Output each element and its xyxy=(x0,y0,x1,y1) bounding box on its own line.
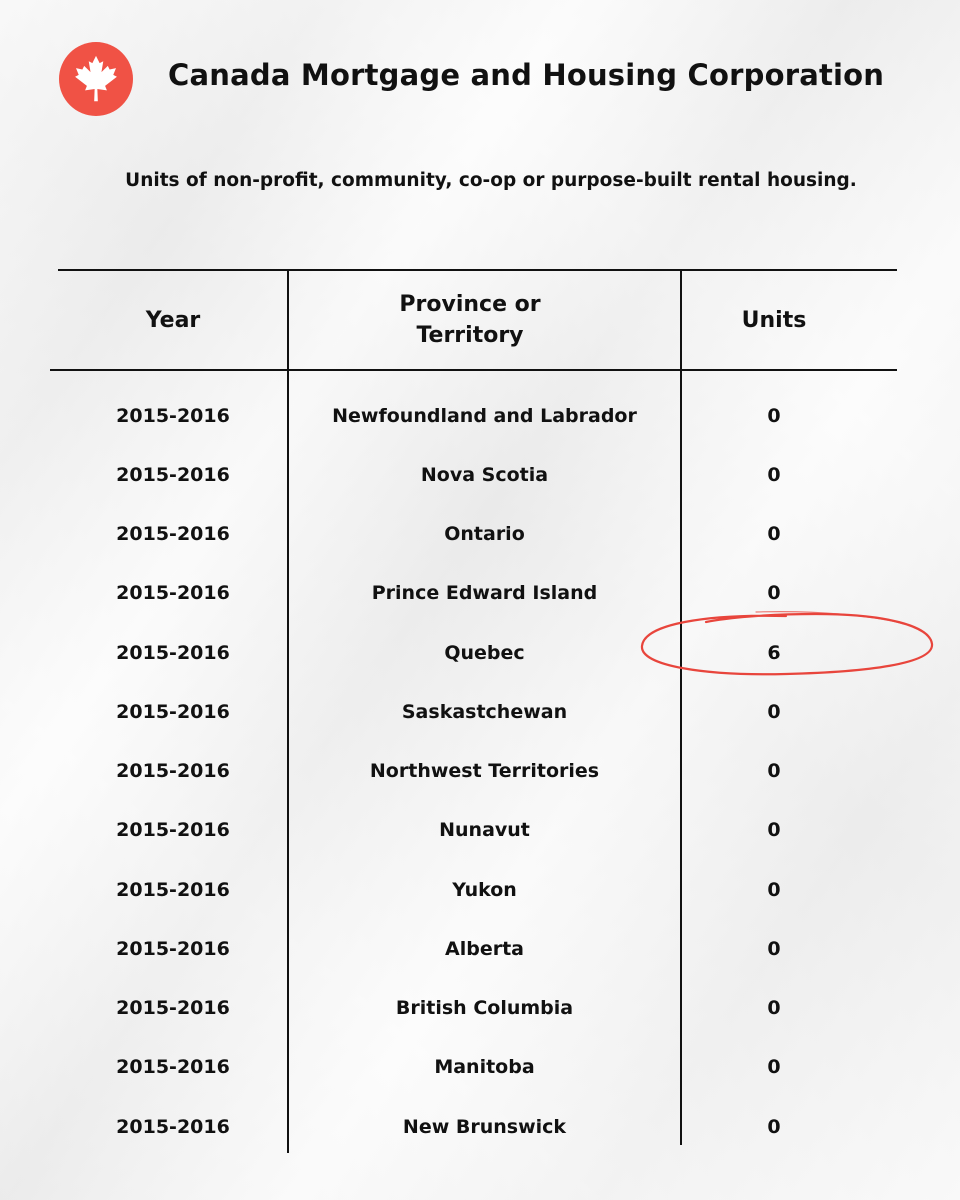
cell-province: Manitoba xyxy=(434,1056,535,1079)
cell-year: 2015-2016 xyxy=(116,937,230,960)
table-row xyxy=(0,1038,960,1097)
cell-units: 0 xyxy=(767,997,781,1019)
cell-year: 2015-2016 xyxy=(116,819,230,842)
cell-province: Northwest Territories xyxy=(369,760,600,782)
cell-province: Quebec xyxy=(444,641,525,664)
cell-year: 2015-2016 xyxy=(116,641,230,664)
cell-year: 2015-2016 xyxy=(116,463,230,486)
cell-year: 2015-2016 xyxy=(116,1056,230,1079)
cell-units: 0 xyxy=(767,700,781,723)
page-subtitle: Units of non-profit, community, co-op or purpose-built rental housing. xyxy=(125,170,857,191)
cell-year: 2015-2016 xyxy=(116,523,230,545)
table-header-rule xyxy=(50,369,897,371)
cell-province: Saskastchewan xyxy=(401,700,568,723)
cell-province: Nunavut xyxy=(439,819,530,842)
cell-units: 0 xyxy=(767,819,781,842)
cell-units: 0 xyxy=(767,404,781,427)
cell-province: Prince Edward Island xyxy=(371,582,598,605)
cell-year: 2015-2016 xyxy=(116,878,230,901)
cell-units: 0 xyxy=(767,878,781,901)
cell-units: 0 xyxy=(767,760,781,782)
maple-leaf-icon xyxy=(73,54,119,104)
cell-units: 6 xyxy=(767,641,781,664)
cell-province: New Brunswick xyxy=(402,1115,567,1138)
cell-units: 0 xyxy=(767,523,781,545)
cell-units: 0 xyxy=(767,1115,781,1138)
cell-year: 2015-2016 xyxy=(116,760,230,782)
table-row xyxy=(0,445,960,504)
table-row xyxy=(0,682,960,741)
highlight-circle xyxy=(636,606,938,682)
cell-units: 0 xyxy=(767,463,781,486)
cell-units: 0 xyxy=(767,582,781,605)
cell-year: 2015-2016 xyxy=(116,404,230,427)
cell-province: Newfoundland and Labrador xyxy=(332,404,637,427)
cell-year: 2015-2016 xyxy=(116,1115,230,1138)
table-row xyxy=(0,1097,960,1156)
cell-year: 2015-2016 xyxy=(116,582,230,605)
table-row xyxy=(0,386,960,445)
column-header-units: Units xyxy=(741,307,807,333)
table-row xyxy=(0,505,960,564)
cell-province: Nova Scotia xyxy=(420,463,549,486)
table-row xyxy=(0,860,960,919)
page-title: Canada Mortgage and Housing Corporation xyxy=(168,58,885,92)
cell-province: Ontario xyxy=(444,523,525,545)
cell-units: 0 xyxy=(767,937,781,960)
cell-units: 0 xyxy=(767,1056,781,1079)
logo xyxy=(59,42,133,116)
cell-province: British Columbia xyxy=(395,997,574,1019)
cell-year: 2015-2016 xyxy=(116,997,230,1019)
column-header-province: Province or Territory xyxy=(399,292,541,348)
cell-province: Yukon xyxy=(452,878,517,901)
cell-year: 2015-2016 xyxy=(116,700,230,723)
table-row xyxy=(0,919,960,978)
column-header-year: Year xyxy=(145,307,201,333)
cell-province: Alberta xyxy=(445,937,524,960)
table-row xyxy=(0,742,960,801)
table-row xyxy=(0,979,960,1038)
table-row xyxy=(0,801,960,860)
